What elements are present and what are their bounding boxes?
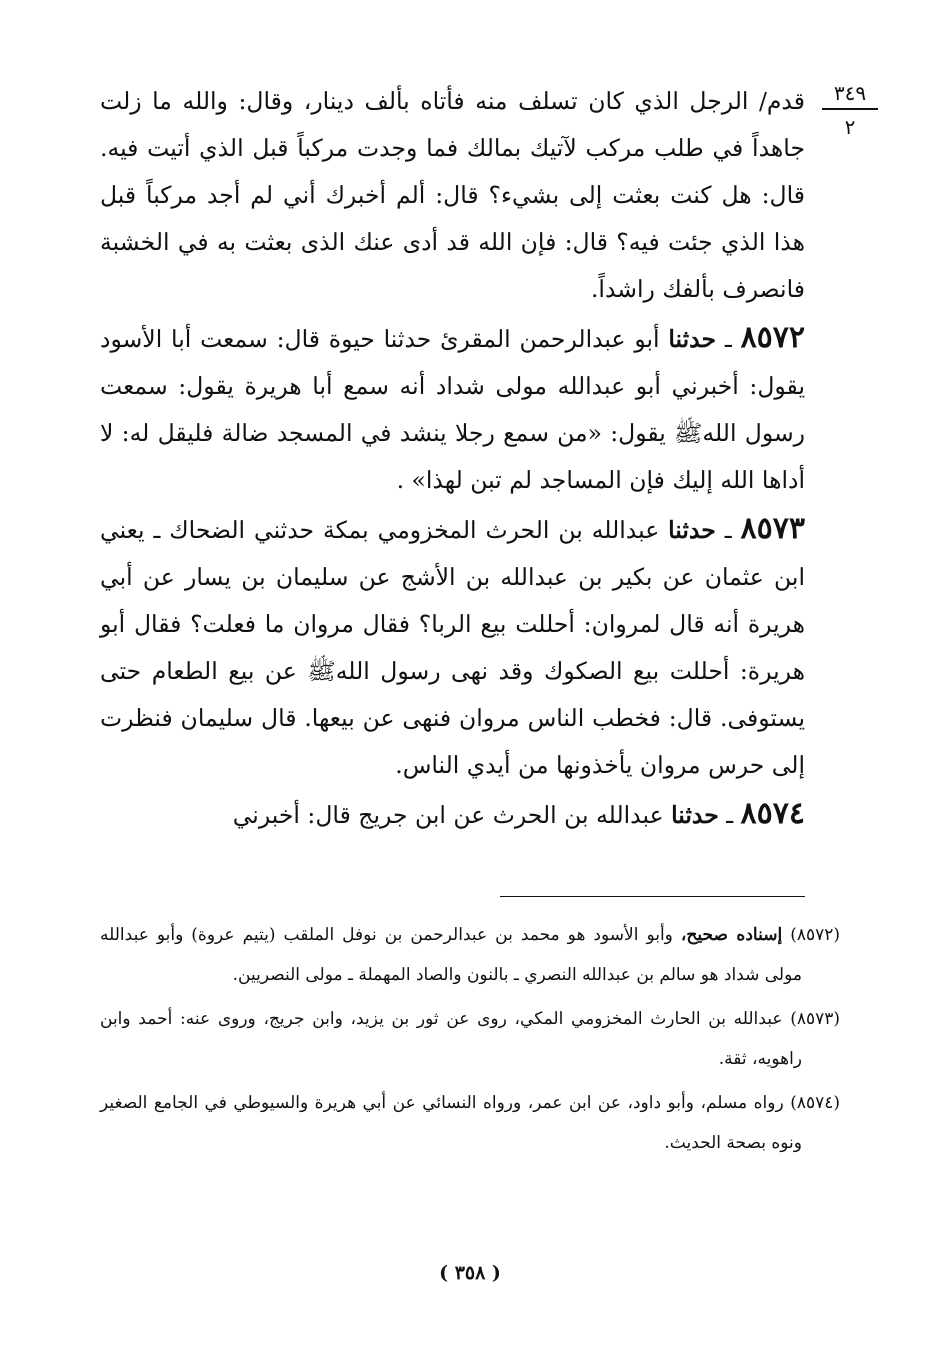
- hadith-8573: [100, 505, 805, 789]
- hadith-8574: [100, 790, 805, 839]
- hadith-number: ٨٥٧٢: [740, 320, 806, 355]
- hadith-dash: ـ: [718, 801, 741, 829]
- original-page-number: ٣٤٩: [822, 80, 878, 110]
- hadith-dash: ـ: [715, 516, 741, 544]
- footnote-number: (٨٥٧٢): [790, 925, 841, 945]
- hadith-label: حدثنا: [668, 516, 716, 544]
- part-number: ٢: [844, 115, 856, 139]
- hadith-8572: [100, 314, 805, 504]
- footnote-text: وأبو الأسود هو محمد بن عبدالرحمن بن نوفل الملقب (يتيم عروة) وأبو عبدالله مولى شداد هو سالم بن عبدالله النصري ـ بالنون والصاد المهملة ـ مولى النصريين.: [100, 925, 802, 985]
- footnote-emphasis: إسناده صحيح،: [680, 925, 783, 945]
- hadith-number: ٨٥٧٤: [740, 796, 805, 831]
- hadith-label: حدثنا: [671, 801, 719, 829]
- main-text: [100, 78, 805, 839]
- hadith-text: أبو عبدالرحمن المقرئ حدثنا حيوة قال: سمعت أبا الأسود يقول: أخبرني أبو عبدالله مولى شداد أنه سمع أبا هريرة يقول: سمعت رسول اللهﷺ يقول: «من سمع رجلا ينشد في المسجد ضالة فليقل له: لا أداها الله إليك فإن المساجد لم تبن لهذا» .: [100, 325, 805, 494]
- footnote-8572: [100, 915, 840, 995]
- footnote-separator: [500, 896, 805, 897]
- footnote-number: (٨٥٧٣): [790, 1009, 840, 1029]
- footnote-8573: [100, 999, 840, 1079]
- hadith-dash: ـ: [716, 325, 741, 353]
- hadith-label: حدثنا: [668, 325, 717, 353]
- footnote-text: رواه مسلم، وأبو داود، عن ابن عمر، ورواه النسائي عن أبي هريرة والسيوطي في الجامع الصغير ونوه بصحة الحديث.: [100, 1093, 802, 1153]
- hadith-text: عبدالله بن الحرث المخزومي بمكة حدثني الضحاك ـ يعني ابن عثمان عن بكير بن عبدالله بن الأشج عن سليمان بن يسار عن أبي هريرة أنه قال لمروان: أحللت بيع الربا؟ فقال مروان ما فعلت؟ فقال أبو هريرة: أحللت بيع الصكوك وقد نهى رسول اللهﷺ عن بيع الطعام حتى يستوفى. قال: فخطب الناس مروان فنهى عن بيعها. قال سليمان فنظرت إلى حرس مروان يأخذونها من أيدي الناس.: [100, 516, 805, 779]
- page-number: ( ٣٥٨ ): [439, 1262, 501, 1284]
- footnote-text: عبدالله بن الحارث المخزومي المكي، روى عن ثور بن يزيد، وابن جريج، وروى عنه: أحمد وابن راهويه، ثقة.: [100, 1009, 802, 1069]
- paragraph-continuation: قدم/ الرجل الذي كان تسلف منه فأتاه بألف دينار، وقال: والله ما زلت جاهداً في طلب مركب لآتيك بمالك فما وجدت مركباً قبل الذي أتيت فيه. قال: هل كنت بعثت إلى بشيء؟ قال: ألم أخبرك أني لم أجد مركباً قبل هذا الذي جئت فيه؟ قال: فإن الله قد أدى عنك الذى بعثت به في الخشبة فانصرف بألفك راشداً.: [100, 87, 805, 303]
- margin-page-reference: [822, 80, 878, 140]
- hadith-text: عبدالله بن الحرث عن ابن جريج قال: أخبرني: [232, 801, 672, 829]
- hadith-number: ٨٥٧٣: [740, 511, 805, 546]
- footnote-number: (٨٥٧٤): [790, 1093, 840, 1113]
- footnotes: [100, 915, 840, 1167]
- footnote-8574: [100, 1083, 840, 1163]
